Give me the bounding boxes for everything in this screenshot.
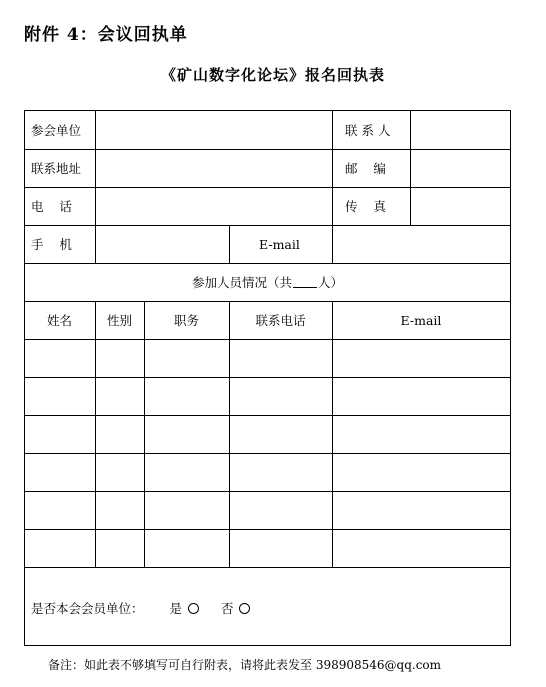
- contact-person-label: 联 系 人: [345, 122, 391, 138]
- contact-person-field[interactable]: [410, 110, 510, 149]
- form-title: 《矿山数字化论坛》报名回执表: [160, 66, 385, 84]
- mobile-field[interactable]: [95, 225, 229, 263]
- address-field[interactable]: [95, 149, 332, 187]
- member-yes-label: 是: [169, 601, 182, 616]
- attendees-suffix: 人）: [318, 275, 344, 290]
- table-rule: [24, 377, 511, 378]
- table-border-bottom: [24, 645, 511, 646]
- member-question-label: 是否本会会员单位：: [31, 601, 144, 616]
- table-rule: [144, 301, 145, 568]
- table-rule: [24, 453, 511, 454]
- member-question-row: [31, 599, 256, 617]
- member-no-radio[interactable]: [239, 603, 250, 614]
- phone-field[interactable]: [95, 187, 332, 225]
- mobile-label: 手 机: [31, 237, 72, 252]
- table-rule: [24, 491, 511, 492]
- column-header-name: 姓名: [46, 313, 72, 328]
- postcode-label: 邮 编: [345, 161, 386, 176]
- footnote: 备注：如此表不够填写可自行附表，请将此表发至 398908546@qq.com: [48, 658, 442, 672]
- member-no-label: 否: [220, 601, 234, 616]
- table-rule: [95, 301, 96, 568]
- column-header-position: 职务: [174, 313, 200, 328]
- table-rule: [24, 415, 511, 416]
- column-header-email: E-mail: [400, 312, 442, 328]
- attendees-prefix: 参加人员情况（共: [191, 275, 292, 290]
- table-rule: [24, 567, 511, 568]
- column-header-gender: 性别: [106, 313, 132, 328]
- attachment-heading: 附件 4：会议回执单: [24, 25, 188, 45]
- registration-form: [24, 110, 511, 646]
- email-label: E-mail: [259, 236, 300, 252]
- table-border-right: [510, 110, 511, 646]
- table-rule: [332, 301, 333, 568]
- fax-label: 传 真: [345, 199, 386, 214]
- attendee-count-blank[interactable]: [293, 276, 317, 288]
- phone-label: 电 话: [31, 199, 72, 214]
- postcode-field[interactable]: [410, 149, 510, 187]
- email-field[interactable]: [332, 225, 510, 263]
- attendees-section-header: [24, 263, 511, 301]
- table-rule: [229, 301, 230, 568]
- fax-field[interactable]: [410, 187, 510, 225]
- column-header-phone: 联系电话: [255, 313, 306, 328]
- table-rule: [24, 339, 511, 340]
- member-yes-radio[interactable]: [188, 603, 199, 614]
- address-label: 联系地址: [31, 161, 82, 176]
- table-rule: [24, 529, 511, 530]
- unit-field[interactable]: [95, 110, 332, 149]
- unit-label: 参会单位: [31, 122, 82, 138]
